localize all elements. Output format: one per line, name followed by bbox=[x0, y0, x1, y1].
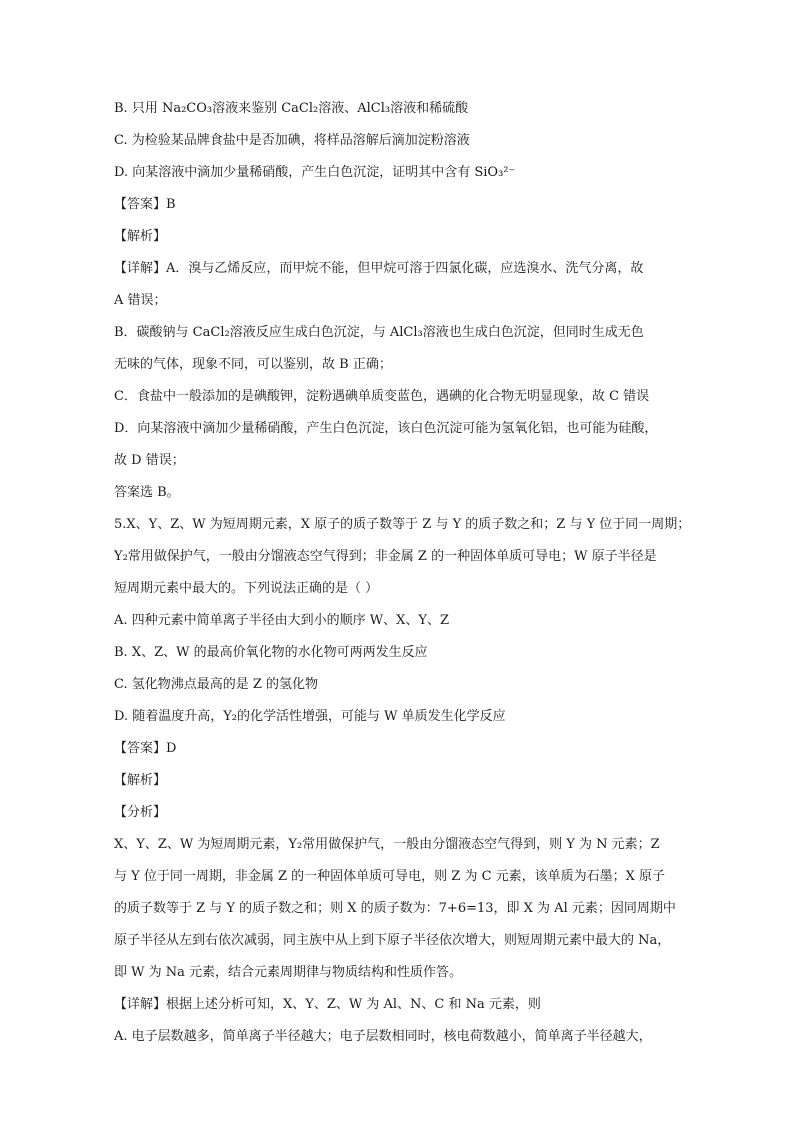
option-c: C. 为检验某品牌食盐中是否加碘，将样品溶解后滴加淀粉溶液 bbox=[114, 133, 470, 148]
option-c: C. 氢化物沸点最高的是 Z 的氢化物 bbox=[114, 677, 319, 692]
question-stem: 5.X、Y、Z、W 为短周期元素，X 原子的质子数等于 Z 与 Y 的质子数之和；Z 与 Y 位于同一周期； bbox=[114, 517, 691, 532]
answer-choice: 答案选 B。 bbox=[114, 485, 180, 500]
detail-line: C．食盐中一般添加的是碘酸钾，淀粉遇碘单质变蓝色，遇碘的化合物无明显现象，故 C 错误 bbox=[114, 389, 650, 404]
document-body bbox=[114, 100, 694, 1046]
option-b: B. 只用 Na₂CO₃溶液来鉴别 CaCl₂溶液、AlCl₃溶液和稀硫酸 bbox=[114, 101, 469, 116]
detail-line: 故 D 错误； bbox=[114, 453, 185, 468]
detail-line: B．碳酸钠与 CaCl₂溶液反应生成白色沉淀，与 AlCl₃溶液也生成白色沉淀，但同时生成无色 bbox=[114, 325, 644, 340]
detail-line: D．向某溶液中滴加少量稀硝酸，产生白色沉淀，该白色沉淀可能为氢氧化铝，也可能为硅酸， bbox=[114, 421, 658, 436]
analysis-line: X、Y、Z、W 为短周期元素，Y₂常用做保护气，一般由分馏液态空气得到，则 Y 为 N 元素；Z bbox=[114, 837, 660, 852]
analysis-subheading: 【分析】 bbox=[114, 805, 167, 820]
analysis-label: 【解析】 bbox=[114, 229, 167, 244]
analysis-line: 与 Y 位于同一周期，非金属 Z 的一种固体单质可导电，则 Z 为 C 元素，该单质为石墨；X 原子 bbox=[114, 869, 666, 884]
detail-line: 【详解】根据上述分析可知，X、Y、Z、W 为 Al、N、C 和 Na 元素，则 bbox=[114, 997, 541, 1012]
detail-line: 【详解】A．溴与乙烯反应，而甲烷不能，但甲烷可溶于四氯化碳，应选溴水、洗气分离，故 bbox=[114, 261, 644, 276]
option-b: B. X、Z、W 的最高价氧化物的水化物可两两发生反应 bbox=[114, 645, 428, 660]
detail-line: 无味的气体，现象不同，可以鉴别，故 B 正确； bbox=[114, 357, 392, 372]
question-stem: Y₂常用做保护气，一般由分馏液态空气得到；非金属 Z 的一种固体单质可导电；W 原子半径是 bbox=[114, 549, 657, 564]
detail-line: A 错误； bbox=[114, 293, 167, 308]
answer-label: 【答案】D bbox=[114, 741, 177, 756]
option-a: A. 四种元素中简单离子半径由大到小的顺序 W、X、Y、Z bbox=[114, 613, 450, 628]
analysis-line: 即 W 为 Na 元素，结合元素周期律与物质结构和性质作答。 bbox=[114, 965, 463, 980]
analysis-line: 原子半径从左到右依次减弱，同主族中从上到下原子半径依次增大，则短周期元素中最大的 Na， bbox=[114, 933, 671, 948]
detail-line: A. 电子层数越多，简单离子半径越大；电子层数相同时，核电荷数越小，简单离子半径越大， bbox=[114, 1029, 652, 1044]
analysis-line: 的质子数等于 Z 与 Y 的质子数之和；则 X 的质子数为：7+6=13，即 X 为 Al 元素；因同周期中 bbox=[114, 901, 676, 916]
analysis-label: 【解析】 bbox=[114, 773, 167, 788]
option-d: D. 向某溶液中滴加少量稀硝酸，产生白色沉淀，证明其中含有 SiO₃²⁻ bbox=[114, 165, 516, 180]
question-stem: 短周期元素中最大的。下列说法正确的是（ ） bbox=[114, 581, 379, 596]
answer-label: 【答案】B bbox=[114, 197, 176, 212]
option-d: D. 随着温度升高，Y₂的化学活性增强，可能与 W 单质发生化学反应 bbox=[114, 709, 506, 724]
